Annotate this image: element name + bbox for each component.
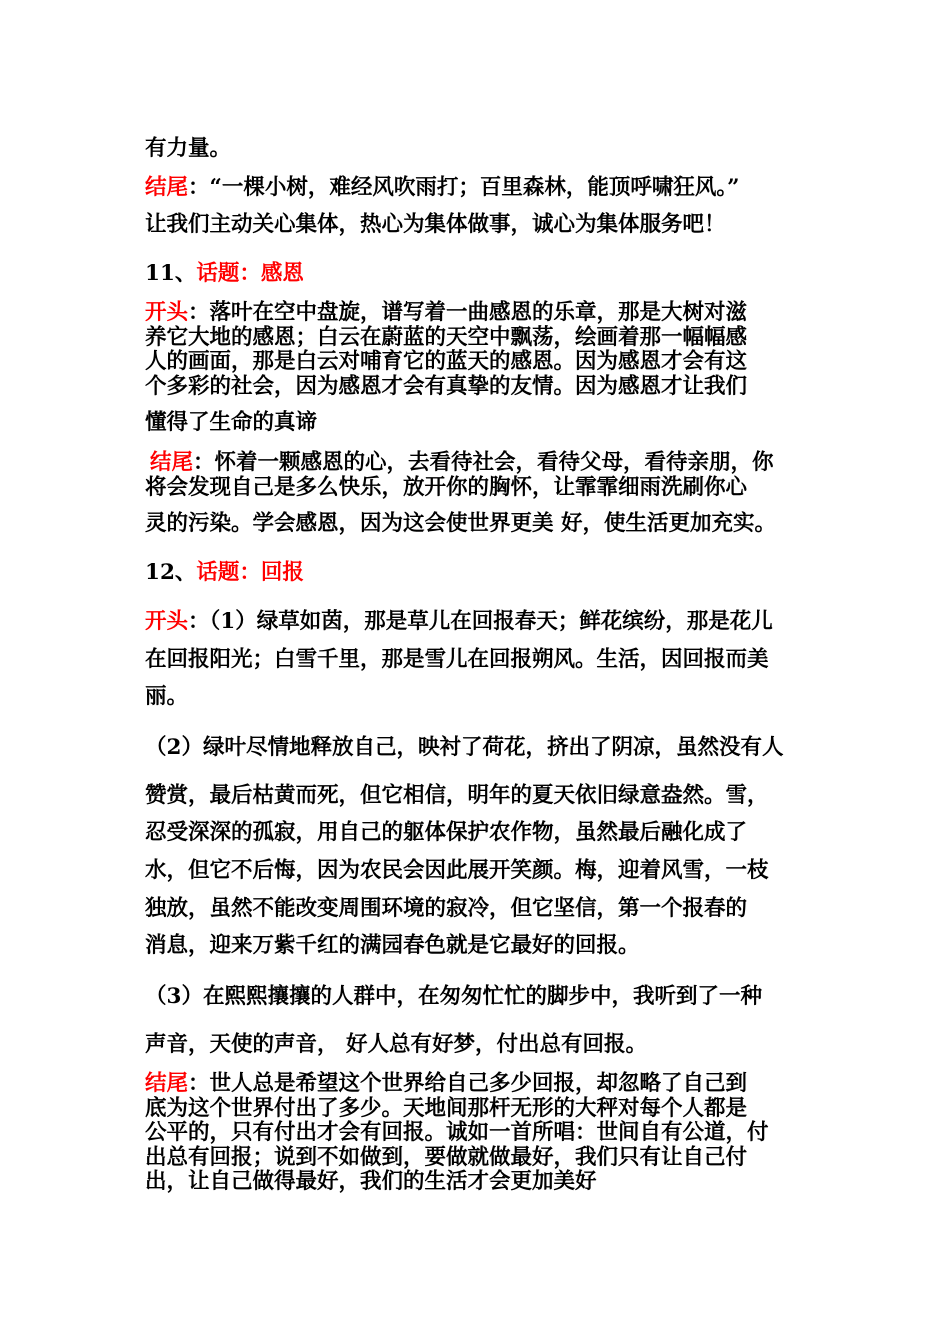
section-heading-11 [145, 263, 810, 285]
paragraph-line [145, 686, 810, 708]
line-text: （3）在熙熙攘攘的人群中，在匆匆忙忙的脚步中，我听到了一种 [145, 984, 762, 1009]
paragraph-line [145, 477, 810, 499]
paragraph-line [145, 412, 810, 434]
line-text: 个多彩的社会，因为感恩才会有真挚的友情。因为感恩才让我们 [145, 374, 748, 399]
line-text: 忍受深深的孤寂，用自己的躯体保护农作物，虽然最后融化成了 [145, 820, 748, 845]
ending-label: 结尾 [145, 175, 189, 200]
line-text: ：“一棵小树，难经风吹雨打；百里森林，能顶呼啸狂风。” [188, 175, 740, 200]
paragraph-line [145, 376, 810, 398]
line-text: 独放，虽然不能改变周围环境的寂冷，但它坚信，第一个报春的 [145, 896, 748, 921]
paragraph-line [145, 1034, 810, 1056]
paragraph-line [145, 1098, 810, 1120]
line-text: 人的画面，那是白云对哺育它的蓝天的感恩。因为感恩才会有这 [145, 349, 748, 374]
paragraph-line [145, 649, 810, 671]
paragraph-line [145, 935, 810, 957]
ending-label: 结尾 [145, 1071, 189, 1096]
line-text: ：怀着一颗感恩的心，去看待社会，看待父母，看待亲朋，你 [193, 450, 774, 475]
line-text: 出总有回报；说到不如做到，要做就做最好，我们只有让自己付 [145, 1145, 748, 1170]
opening-label: 开头 [145, 300, 189, 325]
line-text: 丽。 [145, 684, 189, 709]
paragraph-line [145, 1147, 810, 1169]
paragraph-line [145, 860, 810, 882]
paragraph-line [145, 138, 810, 160]
opening-paragraph [145, 611, 810, 633]
line-text: 懂得了生命的真谛 [145, 410, 318, 435]
section-heading-12 [145, 562, 810, 584]
ending-paragraph [145, 1073, 810, 1095]
line-text: （2）绿叶尽情地释放自己，映衬了荷花，挤出了阴凉，虽然没有人 [145, 735, 784, 760]
line-text: 有力量。 [145, 136, 232, 161]
section-title: 话题：回报 [196, 560, 304, 585]
ending-label: 结尾 [150, 450, 194, 475]
line-text: 将会发现自己是多么快乐，放开你的胸怀，让霏霏细雨洗刷你心 [145, 475, 748, 500]
ending-paragraph [150, 452, 815, 474]
paragraph-line [145, 1171, 810, 1193]
paragraph-line [145, 785, 810, 807]
paragraph-line [145, 513, 810, 535]
paragraph-line [145, 986, 810, 1008]
line-text: 在回报阳光；白雪千里，那是雪儿在回报朔风。生活，因回报而美 [145, 647, 769, 672]
ending-paragraph [145, 177, 810, 199]
section-number: 12、 [145, 560, 197, 585]
paragraph-line [145, 898, 810, 920]
line-text: 灵的污染。学会感恩，因为这会使世界更美 好，使生活更加充实。 [145, 511, 776, 536]
opening-label: 开头 [145, 609, 189, 634]
line-text: 声音，天使的声音， 好人总有好梦，付出总有回报。 [145, 1032, 647, 1057]
line-text: ：（1）绿草如茵，那是草儿在回报春天；鲜花缤纷，那是花儿 [188, 609, 773, 634]
paragraph-line [145, 737, 810, 759]
paragraph-line [145, 1122, 810, 1144]
section-number: 11、 [145, 261, 197, 286]
line-text: 让我们主动关心集体，热心为集体做事，诚心为集体服务吧！ [145, 212, 726, 237]
paragraph-line [145, 327, 810, 349]
line-text: 赞赏，最后枯黄而死，但它相信，明年的夏天依旧绿意盎然。雪， [145, 783, 769, 808]
line-text: 消息，迎来万紫千红的满园春色就是它最好的回报。 [145, 933, 640, 958]
paragraph-line [145, 214, 810, 236]
line-text: ：世人总是希望这个世界给自己多少回报，却忽略了自己到 [188, 1071, 748, 1096]
line-text: 养它大地的感恩；白云在蔚蓝的天空中飘荡，绘画着那一幅幅感 [145, 325, 748, 350]
opening-paragraph [145, 302, 810, 324]
paragraph-line [145, 351, 810, 373]
line-text: 出，让自己做得最好，我们的生活才会更加美好 [145, 1169, 597, 1194]
line-text: 底为这个世界付出了多少。天地间那杆无形的大秤对每个人都是 [145, 1096, 748, 1121]
line-text: ：落叶在空中盘旋，谱写着一曲感恩的乐章，那是大树对滋 [188, 300, 748, 325]
paragraph-line [145, 822, 810, 844]
line-text: 公平的，只有付出才会有回报。诚如一首所唱：世间自有公道，付 [145, 1120, 769, 1145]
section-title: 话题：感恩 [196, 261, 304, 286]
line-text: 水，但它不后悔，因为农民会因此展开笑颜。梅，迎着风雪，一枝 [145, 858, 769, 883]
